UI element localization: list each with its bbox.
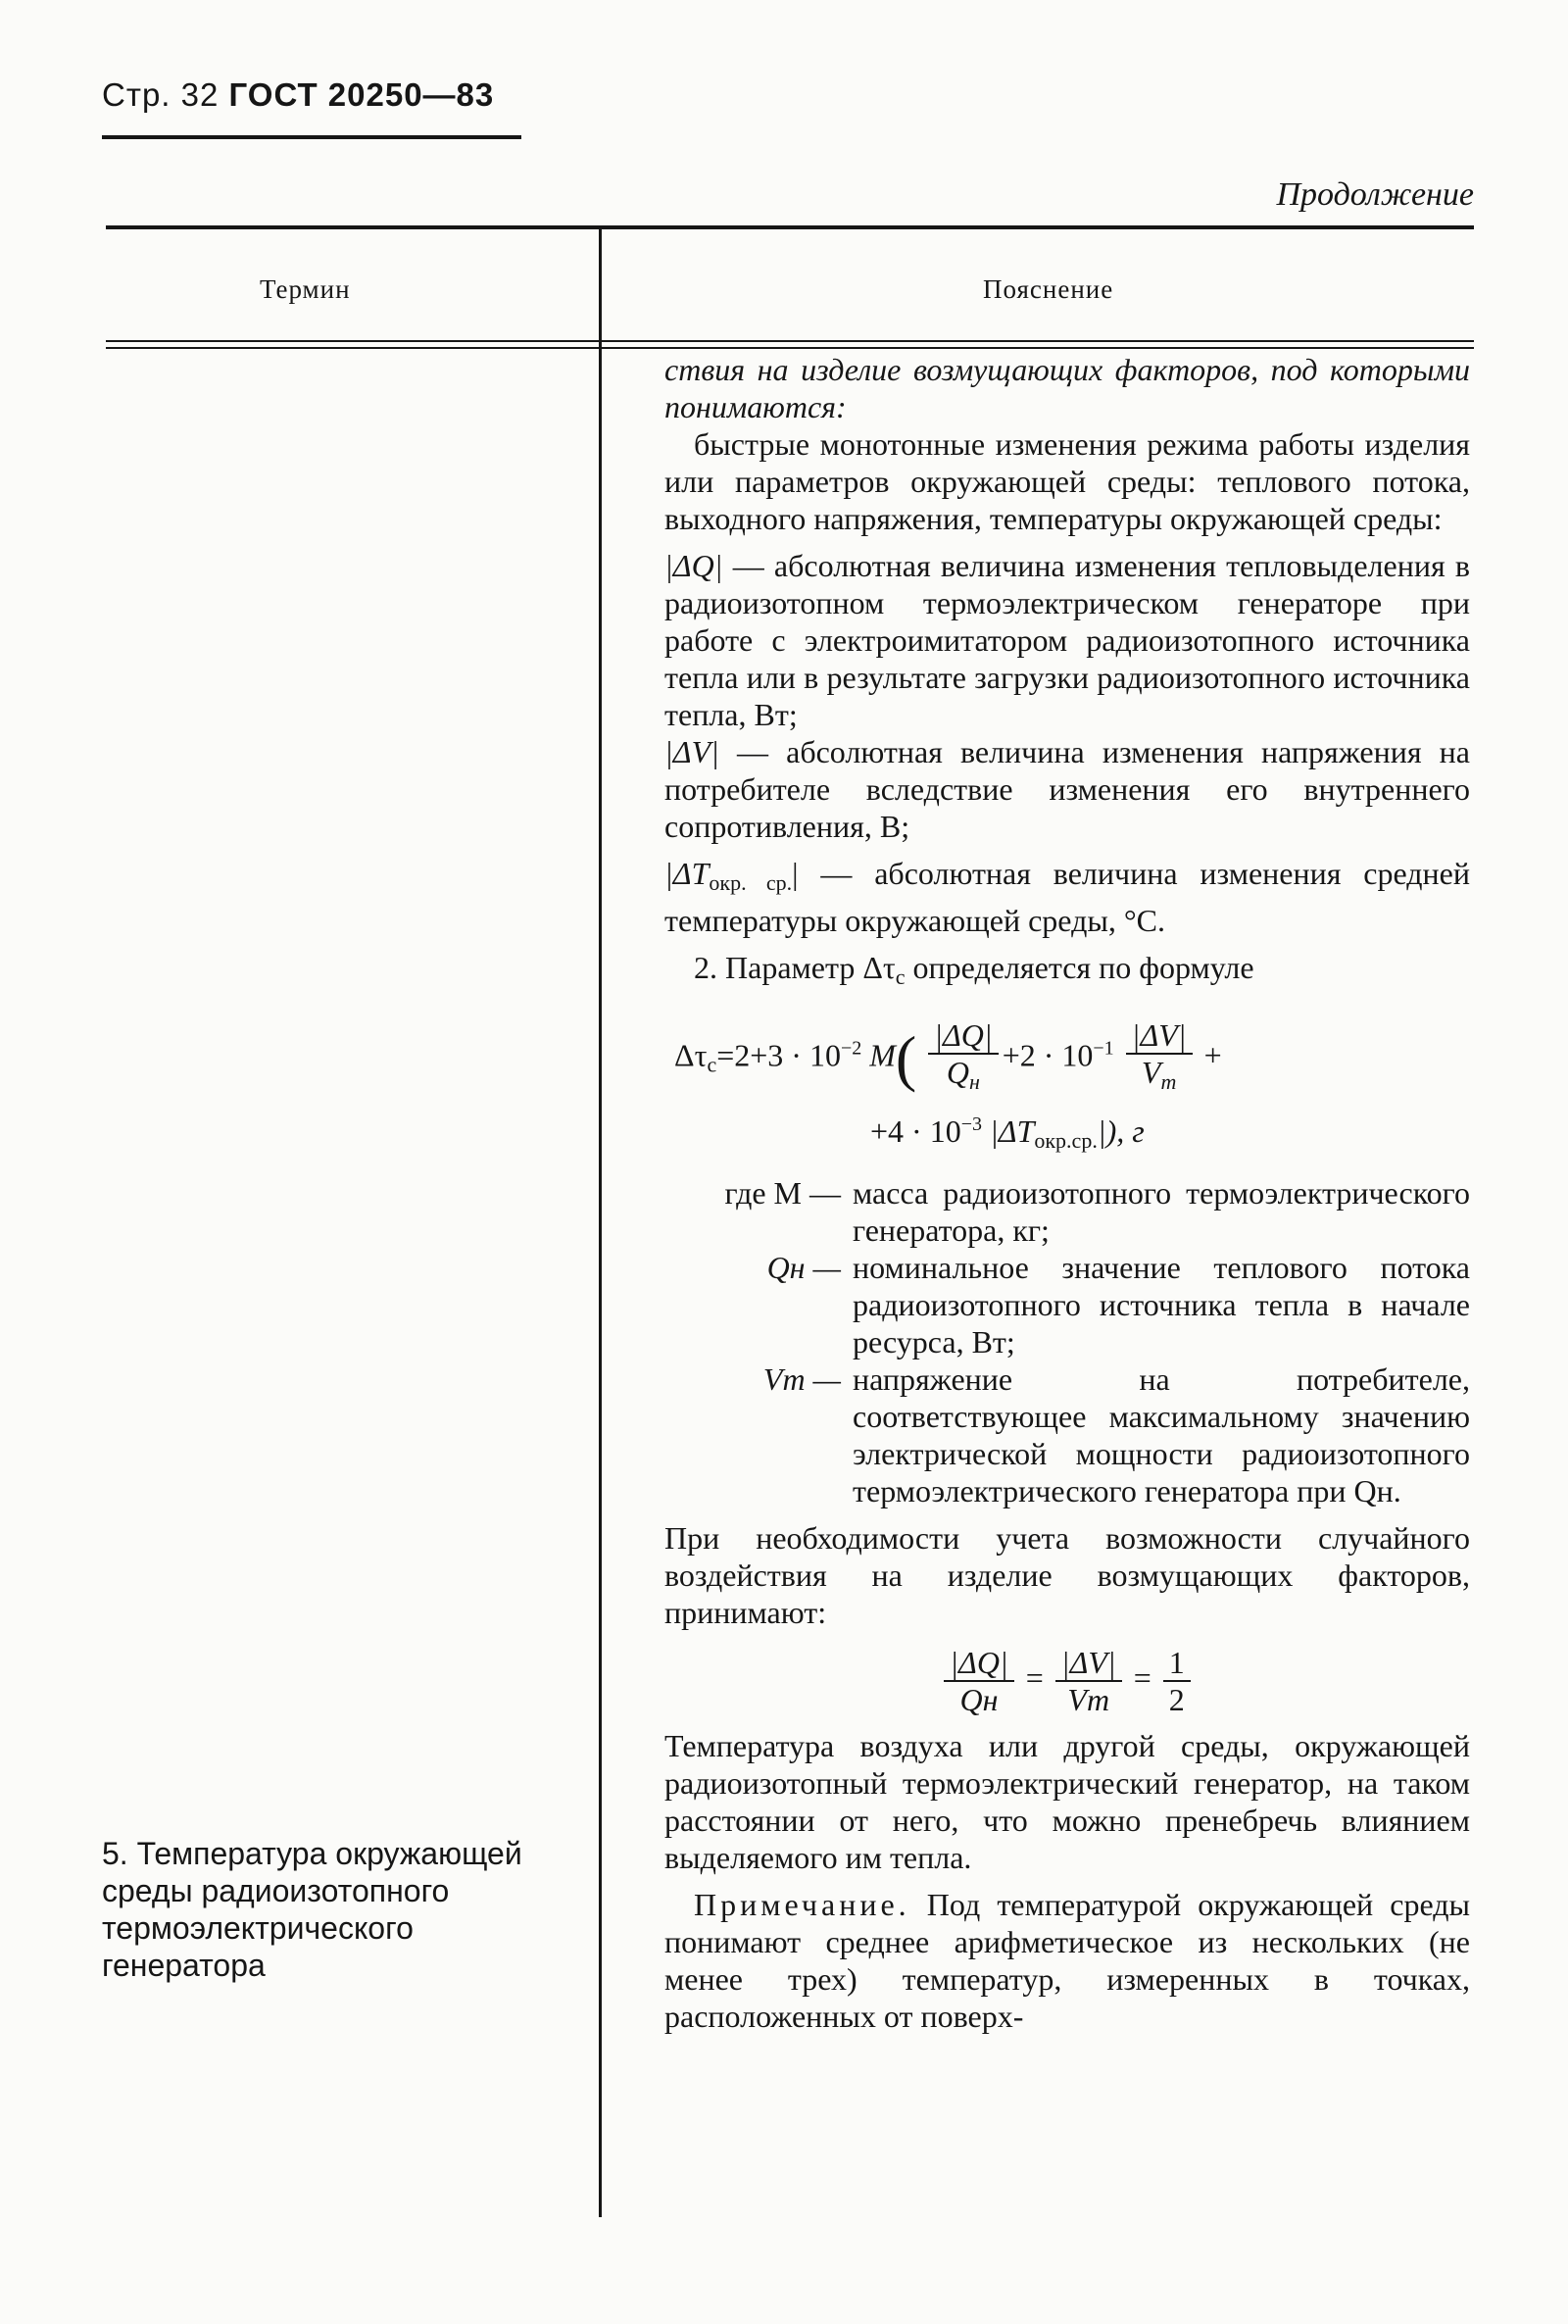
delta-v-text: — абсолютная величина изменения напряжения на потребителе вследствие изменения его внутреннего сопротивления, В; bbox=[664, 734, 1470, 844]
ratio-fraction-2: $\frac{|\Delta V|}{Vm}$ bbox=[1055, 1645, 1122, 1717]
delta-t-symbol: |ΔT bbox=[664, 856, 710, 891]
def-vm: Vm — напряжение на потребителе, соответствующее максимальному значению электрической мощности радиоизотопного термоэлектрического генератора при Qн. bbox=[762, 1361, 1470, 1508]
standard-number: ГОСТ 20250—83 bbox=[228, 76, 495, 113]
column-divider bbox=[599, 227, 602, 2217]
delta-q-symbol: |ΔQ| bbox=[664, 548, 723, 583]
para-note bbox=[664, 1886, 1470, 2035]
fraction-dv-vm: $\frac{|\Delta V|}{V_m}$ bbox=[1126, 1017, 1193, 1100]
page-header bbox=[102, 76, 494, 114]
explanation-column bbox=[664, 351, 1470, 2035]
note-text: Под температурой окружающей среды понимают среднее арифметическое из нескольких (не менее трех) температур, измеренных в точках, расположенных от поверх- bbox=[664, 1887, 1471, 2034]
para-continuation: ствия на изделие возмущающих факторов, под которыми понимаются: bbox=[664, 352, 1470, 424]
def-delta-v bbox=[664, 733, 1470, 845]
header-double-rule-top bbox=[106, 340, 1474, 342]
open-paren: ( bbox=[895, 1023, 917, 1093]
formula-definitions bbox=[664, 1174, 1470, 1509]
para-parameter: 2. Параметр $\Delta\tau_c$ определяется по формуле bbox=[694, 950, 1254, 989]
ratio-fraction-3: $\frac{1}{2}$ bbox=[1163, 1645, 1191, 1717]
delta-t-subscript: окр. ср. bbox=[709, 870, 793, 895]
note-label: Примечание. bbox=[694, 1887, 910, 1922]
para-fast-changes: быстрые монотонные изменения режима работы изделия или параметров окружающей среды: теплового потока, выходного напряжения, температуры окружающей среды: bbox=[664, 426, 1470, 536]
para-temperature-definition: Температура воздуха или другой среды, окружающей радиоизотопный термоэлектрический генератор, на таком расстоянии от него, что можно пренебречь влиянием выделяемого им тепла. bbox=[664, 1728, 1470, 1875]
delta-t-text: | — абсолютная величина изменения средней температуры окружающей среды, °С. bbox=[664, 856, 1470, 938]
para-random: При необходимости учета возможности случайного воздействия на изделие возмущающих факторов, принимают: bbox=[664, 1520, 1470, 1630]
header-rule bbox=[102, 135, 521, 139]
def-delta-q bbox=[664, 547, 1470, 733]
continuation-label: Продолжение bbox=[1276, 176, 1474, 213]
page-label: Стр. 32 bbox=[102, 76, 220, 113]
delta-v-symbol: |ΔV| bbox=[664, 734, 719, 769]
fraction-dq-qn: $\frac{|\Delta Q|}{Q_н}$ bbox=[928, 1017, 998, 1100]
header-double-rule-bottom bbox=[106, 347, 1474, 349]
ratio-equation: $\frac{|\Delta Q|}{Qн}$ = $\frac{|\Delta V|}{Vm}$ = $\frac{1}{2}$ bbox=[664, 1645, 1470, 1717]
delta-q-text: — абсолютная величина изменения тепловыделения в радиоизотопном термоэлектрическом генераторе при работе с электроимитатором радиоизотопного источника тепла или в результате загрузки радиоизотопного источника тепла, Вт; bbox=[664, 548, 1470, 732]
ratio-fraction-1: $\frac{|\Delta Q|}{Qн}$ bbox=[944, 1645, 1013, 1717]
formula-delta-tau bbox=[664, 1008, 1470, 1164]
def-delta-t bbox=[664, 855, 1470, 939]
column-header-term: Термин bbox=[260, 274, 351, 304]
table-top-rule bbox=[106, 225, 1474, 229]
formula-line-1: $\Delta\tau_c=2+3 \cdot 10^{-2}$ M( $\frac{|\Delta Q|}{Q_н}$ $+2 \cdot 10^{-1}$ $\frac{|\Delta V|}{V_m}$ + bbox=[674, 1017, 1222, 1100]
formula-line-2: $+4 \cdot 10^{-3}$ $|\Delta T_{окр.ср.}|$), г bbox=[870, 1113, 1145, 1153]
def-qn: Qн — номинальное значение теплового потока радиоизотопного источника тепла в начале ресурса, Вт; bbox=[766, 1250, 1470, 1360]
def-m: где M — масса радиоизотопного термоэлектрического генератора, кг; bbox=[724, 1175, 1470, 1248]
column-header-explanation: Пояснение bbox=[983, 274, 1114, 304]
term-5: 5. Температура окружающей среды радиоизотопного термоэлектрического генератора bbox=[102, 1836, 522, 1983]
